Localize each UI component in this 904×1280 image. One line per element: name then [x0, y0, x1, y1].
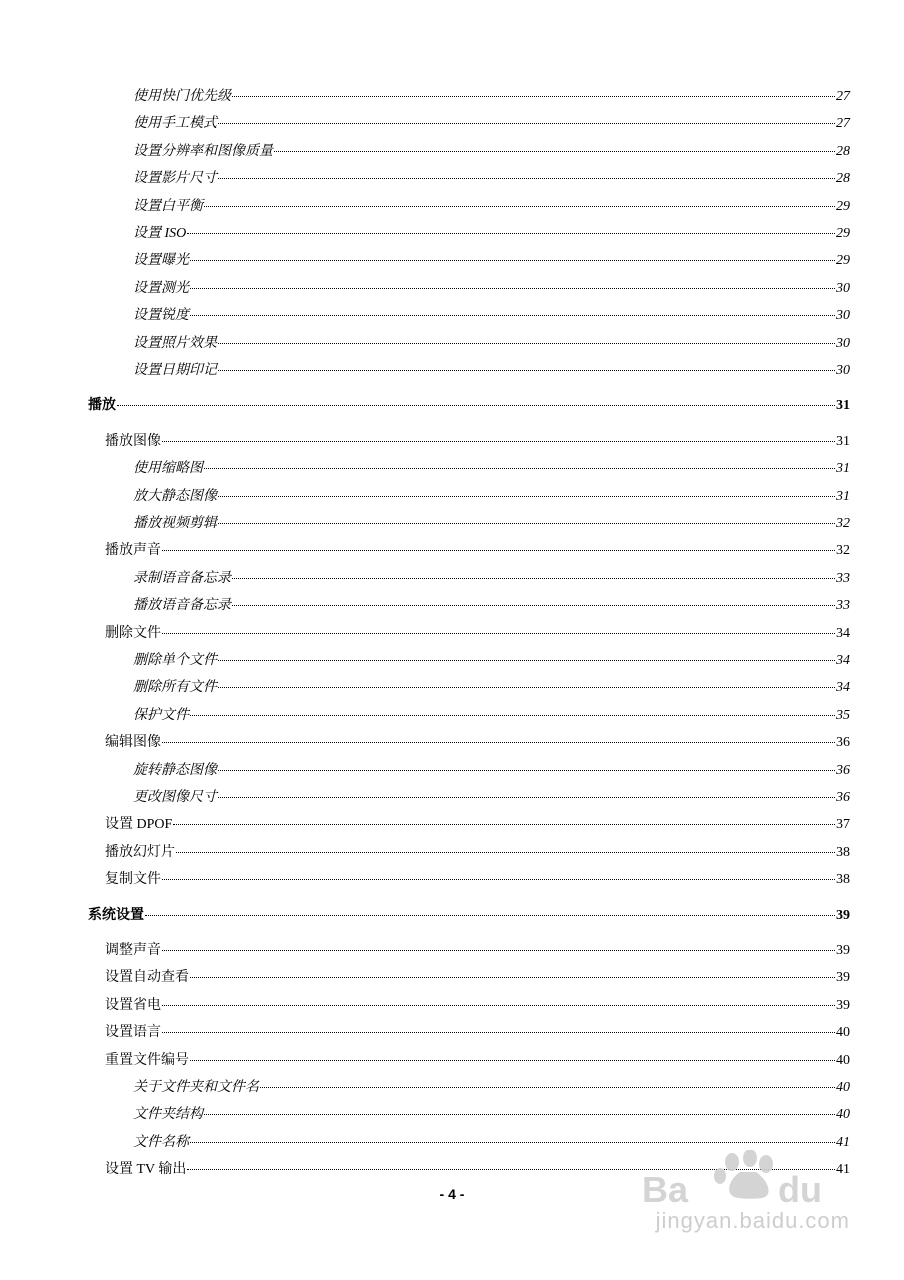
toc-entry: [105, 969, 850, 987]
toc-entry-title: 设置分辨率和图像质量: [133, 144, 273, 159]
toc-entry-title: 设置自动查看: [105, 970, 189, 985]
toc-entry: [133, 280, 850, 298]
toc-entry-page: 39: [836, 998, 850, 1013]
toc-dot-leader: [162, 1005, 835, 1006]
toc-dot-leader: [176, 852, 835, 853]
toc-dot-leader: [218, 370, 835, 371]
toc-entry: [105, 816, 850, 834]
toc-dot-leader: [260, 1087, 835, 1088]
toc-entry-title: 关于文件夹和文件名: [133, 1080, 259, 1095]
toc-entry-title: 播放幻灯片: [105, 845, 175, 860]
svg-text:du: du: [778, 1169, 822, 1210]
toc-dot-leader: [190, 1142, 835, 1143]
toc-dot-leader: [232, 96, 835, 97]
toc-entry-page: 30: [836, 281, 850, 296]
toc-entry-page: 34: [836, 626, 850, 641]
toc-entry-page: 38: [836, 872, 850, 887]
toc-entry-title: 播放声音: [105, 543, 161, 558]
toc-entry-title: 播放图像: [105, 434, 161, 449]
toc-entry-title: 录制语音备忘录: [133, 571, 231, 586]
toc-entry-title: 设置曝光: [133, 253, 189, 268]
toc-entry: [105, 734, 850, 752]
toc-entry-page: 36: [836, 763, 850, 778]
toc-entry: [133, 335, 850, 353]
toc-entry: [105, 625, 850, 643]
toc-entry-page: 27: [836, 89, 850, 104]
toc-entry: [133, 460, 850, 478]
toc-entry: [133, 652, 850, 670]
toc-entry-page: 28: [836, 171, 850, 186]
toc-entry-page: 40: [836, 1107, 850, 1122]
toc-dot-leader: [218, 770, 835, 771]
toc-entry: [133, 515, 850, 533]
toc-entry-title: 编辑图像: [105, 735, 161, 750]
toc-dot-leader: [218, 496, 835, 497]
toc-entry-title: 使用快门优先级: [133, 89, 231, 104]
toc-dot-leader: [187, 233, 835, 234]
toc-entry: [133, 707, 850, 725]
toc-dot-leader: [232, 578, 835, 579]
toc-entry-title: 播放语音备忘录: [133, 598, 231, 613]
toc-dot-leader: [204, 468, 835, 469]
toc-entry-title: 设置语言: [105, 1025, 161, 1040]
toc-entry-title: 设置 DPOF: [105, 817, 173, 832]
toc-entry: [133, 170, 850, 188]
toc-entry-title: 使用手工模式: [133, 116, 217, 131]
toc-entry: [133, 198, 850, 216]
toc-dot-leader: [204, 206, 835, 207]
toc-entry-title: 设置日期印记: [133, 363, 217, 378]
toc-dot-leader: [190, 715, 835, 716]
svg-text:Ba: Ba: [642, 1169, 689, 1210]
toc-entry: [133, 597, 850, 615]
toc-entry-title: 文件名称: [133, 1135, 189, 1150]
toc-entry-title: 复制文件: [105, 872, 161, 887]
toc-entry-page: 40: [836, 1080, 850, 1095]
toc-entry-title: 保护文件: [133, 708, 189, 723]
toc-entry-page: 33: [836, 598, 850, 613]
toc-entry-page: 41: [836, 1162, 850, 1177]
toc-entry: [105, 1052, 850, 1070]
toc-entry-page: 31: [836, 489, 850, 504]
toc-entry-page: 35: [836, 708, 850, 723]
toc-entry-title: 使用缩略图: [133, 461, 203, 476]
baidu-jingyan-watermark: [640, 1150, 880, 1250]
toc-entry-title: 放大静态图像: [133, 489, 217, 504]
toc-dot-leader: [190, 977, 835, 978]
toc-entry-title: 删除单个文件: [133, 653, 217, 668]
toc-entry-page: 38: [836, 845, 850, 860]
toc-entry-title: 设置照片效果: [133, 336, 217, 351]
toc-entry: [88, 907, 850, 925]
toc-entry: [105, 542, 850, 560]
toc-entry: [133, 225, 850, 243]
toc-entry: [133, 362, 850, 380]
toc-entry-title: 删除所有文件: [133, 680, 217, 695]
toc-entry-page: 37: [836, 817, 850, 832]
toc-dot-leader: [162, 633, 835, 634]
toc-entry-page: 30: [836, 363, 850, 378]
toc-entry-title: 文件夹结构: [133, 1107, 203, 1122]
toc-entry: [105, 1024, 850, 1042]
toc-dot-leader: [218, 797, 835, 798]
toc-dot-leader: [190, 288, 835, 289]
toc-entry-page: 39: [836, 943, 850, 958]
toc-entry-title: 播放视频剪辑: [133, 516, 217, 531]
toc-entry: [105, 871, 850, 889]
toc-dot-leader: [162, 550, 835, 551]
toc-entry-title: 设置 TV 输出: [105, 1162, 187, 1177]
toc-entry: [133, 570, 850, 588]
toc-entry-page: 40: [836, 1053, 850, 1068]
toc-entry-title: 重置文件编号: [105, 1053, 189, 1068]
toc-entry: [105, 844, 850, 862]
toc-dot-leader: [162, 441, 835, 442]
toc-entry-title: 更改图像尺寸: [133, 790, 217, 805]
toc-entry-page: 39: [836, 908, 850, 923]
toc-entry-title: 设置省电: [105, 998, 161, 1013]
toc-entry-title: 设置测光: [133, 281, 189, 296]
toc-entry-page: 29: [836, 199, 850, 214]
toc-dot-leader: [218, 687, 835, 688]
toc-dot-leader: [162, 879, 835, 880]
toc-dot-leader: [218, 178, 835, 179]
toc-dot-leader: [218, 523, 835, 524]
toc-entry-page: 39: [836, 970, 850, 985]
toc-entry: [133, 488, 850, 506]
toc-entry: [133, 143, 850, 161]
toc-dot-leader: [173, 824, 835, 825]
toc-entry-title: 删除文件: [105, 626, 161, 641]
toc-dot-leader: [162, 950, 835, 951]
toc-entry-page: 28: [836, 144, 850, 159]
watermark-url: jingyan.baidu.com: [655, 1208, 850, 1233]
toc-entry-title: 设置影片尺寸: [133, 171, 217, 186]
toc-dot-leader: [162, 742, 835, 743]
toc-entry-page: 36: [836, 790, 850, 805]
toc-entry-title: 设置白平衡: [133, 199, 203, 214]
toc-dot-leader: [204, 1114, 835, 1115]
toc-entry: [133, 115, 850, 133]
toc-entry-page: 32: [836, 543, 850, 558]
toc-dot-leader: [190, 260, 835, 261]
toc-entry-page: 40: [836, 1025, 850, 1040]
toc-entry: [105, 997, 850, 1015]
toc-entry-page: 34: [836, 653, 850, 668]
toc-entry-page: 33: [836, 571, 850, 586]
toc-entry-page: 31: [836, 398, 850, 413]
toc-entry: [133, 762, 850, 780]
toc-entry-title: 旋转静态图像: [133, 763, 217, 778]
toc-entry-title: 系统设置: [88, 908, 144, 923]
toc-entry-title: 设置锐度: [133, 308, 189, 323]
toc-entry: [133, 1079, 850, 1097]
toc-entry-page: 29: [836, 253, 850, 268]
toc-entry-page: 36: [836, 735, 850, 750]
toc-dot-leader: [218, 123, 835, 124]
toc-dot-leader: [162, 1032, 835, 1033]
toc-entry: [133, 252, 850, 270]
toc-dot-leader: [232, 605, 835, 606]
page-number: - 4 -: [439, 1186, 465, 1202]
toc-entry: [133, 1106, 850, 1124]
toc-entry-title: 播放: [88, 398, 116, 413]
toc-entry: [88, 397, 850, 415]
toc-dot-leader: [117, 405, 835, 406]
toc-entry-page: 27: [836, 116, 850, 131]
toc-entry: [133, 789, 850, 807]
toc-dot-leader: [218, 660, 835, 661]
toc-entry-page: 34: [836, 680, 850, 695]
toc-entry: [105, 942, 850, 960]
toc-entry-title: 调整声音: [105, 943, 161, 958]
toc-entry: [133, 679, 850, 697]
toc-dot-leader: [274, 151, 835, 152]
toc-dot-leader: [190, 315, 835, 316]
baidu-paw-logo-icon: [640, 1150, 870, 1210]
toc-entry-title: 设置 ISO: [133, 226, 187, 241]
toc-entry-page: 32: [836, 516, 850, 531]
toc-entry: [133, 307, 850, 325]
toc-entry-page: 31: [836, 434, 850, 449]
toc-entry-page: 41: [836, 1135, 850, 1150]
toc-entry: [105, 433, 850, 451]
toc-entry-page: 29: [836, 226, 850, 241]
toc-dot-leader: [190, 1060, 835, 1061]
toc-entry-page: 30: [836, 308, 850, 323]
toc-dot-leader: [145, 915, 835, 916]
toc-dot-leader: [218, 343, 835, 344]
toc-entry-page: 30: [836, 336, 850, 351]
toc-entry: [133, 88, 850, 106]
toc-entry-page: 31: [836, 461, 850, 476]
